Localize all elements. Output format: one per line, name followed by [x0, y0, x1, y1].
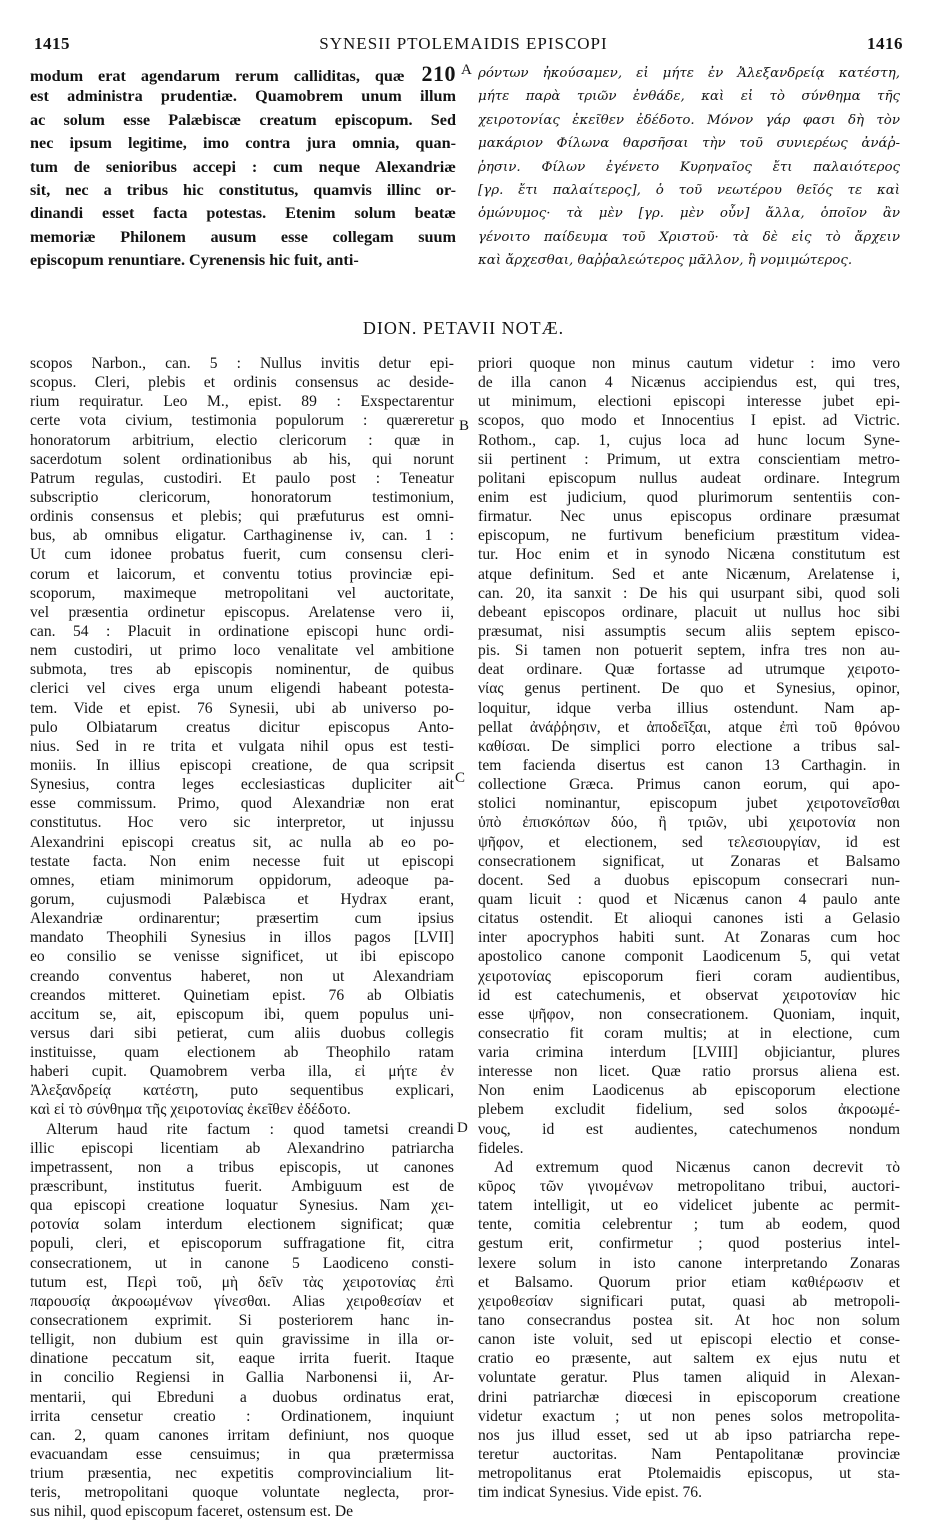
- note-line: nius. Sed in re trita et vulgata nihil opus est testi-: [30, 737, 454, 755]
- note-line: tim indicat Synesius. Vide epist. 76.: [478, 1484, 703, 1502]
- note-line: sus nihil, quod episcopum faceret, ostensum est. De: [30, 1503, 354, 1521]
- greek-text-line: ῥησιν. Φίλων ἐγένετο Κυρηναῖος ἔτι παλαιότερος: [478, 159, 900, 175]
- greek-text-line: γένοιτο παίδευμα τοῦ Χριστοῦ· τὰ δὲ εἰς τὸ ἄρχειν: [478, 229, 900, 245]
- note-line: qua episcopi creatione loquatur Synesius. Nam χει-: [30, 1197, 454, 1215]
- note-line: tutum est, Περὶ τοῦ, μὴ δεῖν τὰς χειροτονίας ἐπὶ: [30, 1273, 454, 1291]
- margin-letter-d: D: [457, 1120, 468, 1136]
- note-line: de illa canon 4 Nicænus accipiendus est, qui tres,: [478, 374, 900, 392]
- note-line: stolici nominantur, episcopum jubet χειροτονεῖσθαι: [478, 795, 900, 813]
- note-line: Rothom., cap. 1, cujus loca ad hunc locum Syne-: [478, 431, 900, 449]
- note-line: debeant episcopos ordinare, placuit ut nullus hoc sibi: [478, 603, 900, 621]
- column-number-right: 1416: [867, 34, 903, 53]
- note-line: corum et laicorum, et conventu totius provinciæ epi-: [30, 565, 454, 583]
- note-line: eo consilio se venisse significet, ut ibi episcopo: [30, 948, 454, 966]
- notes-column-left: [30, 354, 454, 1522]
- note-line: voluntate geratur. Plus tamen aliquid in Alexan-: [478, 1369, 900, 1387]
- note-line: drini patriarchæ diœcesi in episcoporum creatione: [478, 1388, 900, 1406]
- greek-text-line: μήτε παρὰ τριῶν ἐνθάδε, καὶ εἰ τὸ σύνθημα τῆς: [478, 89, 900, 105]
- note-line: sacerdotum solent ordinationibus ab his, qui norunt: [30, 450, 454, 468]
- column-number-left: 1415: [34, 34, 70, 53]
- margin-letter-a: A: [461, 62, 472, 78]
- note-line: et Balsamo. Quorum prior etiam καθιέρωσιν et: [478, 1273, 900, 1291]
- running-title: SYNESII PTOLEMAIDIS EPISCOPI: [319, 34, 608, 53]
- note-line: καθίσαι. De simplici porro electione a tribus sal-: [478, 737, 900, 755]
- note-line: ροτονία solam interdum electionem significat; quæ: [30, 1216, 454, 1234]
- greek-text-line: μακάριον Φίλωνα θαρσῆσαι τὴν τοῦ συνιερέως ἀνάῤ-: [478, 136, 900, 152]
- note-line: videtur exactum ; ut non penes solos metropolita-: [478, 1407, 900, 1425]
- note-line: apostolico canone componit Laodicenum 5, qui vetat: [478, 948, 900, 966]
- note-line: constitutus. Hoc vero sic interpretor, ut injussu: [30, 814, 454, 832]
- note-line: tente, comitia celebrentur ; tum ab eodem, quod: [478, 1216, 900, 1234]
- note-line: nos jus illud esset, sed ut ab ipso patriarcha repe-: [478, 1426, 900, 1444]
- note-line: χειροτονίας episcoporum fieri coram audientibus,: [478, 967, 900, 985]
- latin-text-line: modum erat agendarum rerum calliditas, quæ 210: [30, 62, 456, 86]
- note-line: bus, ab omnibus eligatur. Carthaginense iv, can. 1 :: [30, 527, 454, 545]
- note-line: inter apocryphos habiti sunt. At Zonaras cum hoc: [478, 929, 900, 947]
- note-line: mentarii, qui Ebreduni a duobus ordinatus erat,: [30, 1388, 454, 1406]
- note-line: can. 20, ita sanxit : De his qui usurpant sibi, quod soli: [478, 584, 900, 602]
- greek-text-line: [γρ. ἔτι παλαίτερος], ὁ τοῦ νεωτέρου θεῖός τε καὶ: [478, 182, 900, 198]
- note-line: esse ψῆφον, non consecrationem. Quoniam, inquit,: [478, 1005, 900, 1023]
- note-line: καὶ εἰ τὸ σύνθημα τῆς χειροτονίας ἐκεῖθεν ἐδέδοτο.: [30, 1101, 351, 1119]
- note-line: consecrationem significat, ut Zonaras et Balsamo: [478, 852, 900, 870]
- note-line: præscribunt, institutus fuerit. Ambiguum est de: [30, 1178, 454, 1196]
- note-line: accitum se, ait, episcopum ibi, quem populus uni-: [30, 1005, 454, 1023]
- note-line: consecrationem exprimit. Si posteriorem hanc in-: [30, 1312, 454, 1330]
- note-line: creando conventus haberet, non ut Alexandriam: [30, 967, 454, 985]
- note-line: Ad extremum quod Nicænus canon decrevit τὸ: [494, 1158, 900, 1176]
- note-line: quam licuit : quod et Nicænus canon 4 paulo ante: [478, 890, 900, 908]
- note-line: populi, cleri, et episcoporum suffragatione fit, citra: [30, 1235, 454, 1253]
- note-line: haberi cupit. Quamobrem verba illa, εἰ μήτε ἐν: [30, 1063, 454, 1081]
- note-line: certe vota civium, testimonia populorum : quæreretur: [30, 412, 454, 430]
- greek-text-line: ρόντων ἠκούσαμεν, εἰ μήτε ἐν Ἀλεξανδρείᾳ κατέστη,: [478, 66, 900, 81]
- note-line: esse commissum. Primo, quod Alexandriæ non erat: [30, 795, 454, 813]
- greek-text-line: ὁμώνυμος· τὰ μὲν [γρ. μὲν οὖν] ἄλλα, ὁποῖον ἂν: [478, 206, 900, 222]
- note-line: gorum, cujusmodi Palæbisca et Hydrax erant,: [30, 890, 454, 908]
- latin-text-line: sit, nec a tribus hic constitutus, quamvis illinc or-: [30, 180, 456, 199]
- page-marker: 210: [404, 62, 456, 86]
- note-line: teris, metropolitani quoque voluntate neglecta, pror-: [30, 1484, 454, 1502]
- note-line: sii pertinent : Primum, ut extra conscientiam metro-: [478, 450, 900, 468]
- greek-text-line: χειροτονίας ἐκεῖθεν ἐδέδοτο. Μόνον γάρ φασι δὴ τὸν: [478, 112, 900, 128]
- note-line: mandato Theophili Synesius in illos pagos [LVII]: [30, 929, 454, 947]
- greek-text-line: καὶ ἄρχεσθαι, θαῤῥαλεώτερος μᾶλλον, ἢ νομιμώτερος.: [478, 253, 853, 269]
- note-line: clerici vel cives erga unum eligendi habeant potesta-: [30, 680, 454, 698]
- note-line: Alexandriæ ordinarentur; præsertim cum ipsius: [30, 910, 454, 928]
- note-line: ordinis consensus et plebis; qui præfuturus est omni-: [30, 508, 454, 526]
- note-line: Alterum haud rite factum : quod tametsi creandi: [46, 1120, 454, 1138]
- note-line: submota, tres ab episcopis nominentur, de quibus: [30, 661, 454, 679]
- note-line: irrita censetur creatio : Ordinationem, inquiunt: [30, 1407, 454, 1425]
- note-line: loquitur, idque verba illius ostendunt. Nam ap-: [478, 699, 900, 717]
- note-line: tano consecrandus postea sit. At hoc non solum: [478, 1312, 900, 1330]
- note-line: κῦρος τῶν γινομένων metropolitano tribui, auctori-: [478, 1178, 900, 1196]
- note-line: Non enim Laodicenus ab episcoporum electione: [478, 1082, 900, 1100]
- note-line: ut minimum, electioni episcopi interesse jubet epi-: [478, 393, 900, 411]
- note-line: scopos Narbon., can. 5 : Nullus invitis detur epi-: [30, 355, 454, 372]
- note-line: ψῆφον, et electionem, sed τελεσιουργίαν, id est: [478, 833, 900, 851]
- note-line: fideles.: [478, 1139, 524, 1157]
- latin-text-line: ac solum esse Palæbiscæ creatum episcopum. Sed: [30, 110, 456, 129]
- margin-letter-c: C: [455, 770, 466, 786]
- note-line: id est catechumenis, et observat χειροτονίαν hic: [478, 986, 900, 1004]
- note-line: consecratio fit coram multis; at in electione, cum: [478, 1024, 900, 1042]
- note-line: gestum erit, confirmetur ; quod posterius intel-: [478, 1235, 900, 1253]
- note-line: vel præsentia ordinetur episcopus. Arelatense vero ii,: [30, 603, 454, 621]
- note-line: Alexandrini episcopi creatus sit, ac nulla ab eo po-: [30, 833, 454, 851]
- note-line: atque definitum. Sed et ante Nicænum, Arelatense i,: [478, 565, 900, 583]
- note-line: scopus. Cleri, plebis et ordinis consensus ac deside-: [30, 374, 454, 392]
- note-line: consecrationem, ut in canone 5 Laodiceno consti-: [30, 1254, 454, 1272]
- note-line: teretur auctoritas. Nam Pentapolitanæ provinciæ: [478, 1446, 900, 1464]
- note-line: illic episcopi licentiam ab Alexandrino patriarcha: [30, 1139, 454, 1157]
- note-line: tatem intelligit, ut eo videlicet jubente ac permit-: [478, 1197, 900, 1215]
- note-line: scoporum, maximeque metropolitani vel auctoritate,: [30, 584, 454, 602]
- note-line: tem facienda disertus est canon 13 Carthagin. in: [478, 756, 900, 774]
- note-line: plebem excludit fidelium, sed solos ἀκροωμέ-: [478, 1101, 900, 1119]
- note-line: moniis. In illius episcopi creatione, de qua scripsit: [30, 756, 454, 774]
- note-line: metropolitanus erat Ptolemaidis episcopus, ut sta-: [478, 1465, 900, 1483]
- note-line: can. 54 : Placuit in ordinatione episcopi hunc ordi-: [30, 622, 454, 640]
- note-line: testate facta. Non enim necesse fuit ut episcopi: [30, 852, 454, 870]
- latin-text-column: [30, 62, 456, 273]
- latin-text-line: memoriæ Philonem ausum esse collegam suum: [30, 227, 456, 246]
- note-line: νίας genus pertinent. De quo et Synesius, opinor,: [478, 680, 900, 698]
- note-line: omnes, etiam minimorum oppidorum, adeoque pa-: [30, 871, 454, 889]
- note-line: canon iste voluit, sed ut episcopi electio et conse-: [478, 1331, 900, 1349]
- note-line: præsumat, nisi assumptis secum aliis septem episco-: [478, 622, 900, 640]
- note-line: pellat ἀνάῤῥησιν, et ἀποδεῖξαι, atque ἐπὶ τοῦ θρόνου: [478, 718, 900, 736]
- greek-text-column: [478, 62, 900, 273]
- note-line: interesse non licet. Quæ ratio prorsus aliena est.: [478, 1063, 900, 1081]
- note-line: παρουσίᾳ ἀκροωμένων γίνεσθαι. Alias χειροθεσίαν et: [30, 1292, 454, 1310]
- note-line: νους, id est audientes, catechumenos nondum: [478, 1120, 900, 1138]
- note-line: cratio eo præsente, aut saltem ex ejus nutu et: [478, 1350, 900, 1368]
- note-line: versus dari sibi petierat, cum aliis duobus collegis: [30, 1024, 454, 1042]
- note-line: lexere solum in isto canone interpretando Zonaras: [478, 1254, 900, 1272]
- margin-letter-b: B: [459, 418, 470, 434]
- note-line: honoratorum arbitrium, electio clericorum : quæ in: [30, 431, 454, 449]
- note-line: creandos mitteret. Quinetiam epist. 76 ab Olbiatis: [30, 986, 454, 1004]
- note-line: dinatione peccatum sit, eaque irrita fuerit. Itaque: [30, 1350, 454, 1368]
- latin-text-line: episcopum renuntiare. Cyrenensis hic fuit, anti-: [30, 251, 359, 270]
- note-line: deat ordinare. Quæ fortasse ad utrumque χειροτο-: [478, 661, 900, 679]
- note-line: Synesius, contra leges ecclesiasticas dupliciter ait: [30, 776, 454, 794]
- note-line: firmatur. Nec unus episcopus ordinare præsumat: [478, 508, 900, 526]
- latin-text-line: est administra prudentiæ. Quamobrem unum illum: [30, 87, 456, 106]
- note-line: in concilio Regiensi in Gallia Narbonensi ii, Ar-: [30, 1369, 454, 1387]
- note-line: pis. Si tamen non potuerit septem, infra tres non au-: [478, 642, 900, 660]
- note-line: can. 2, quam canones irritam definiunt, nos quoque: [30, 1426, 454, 1444]
- note-line: varia crimina interdum [LVIII] objiciantur, plures: [478, 1044, 900, 1062]
- note-line: collectione Græca. Primus canon eorum, qui apo-: [478, 776, 900, 794]
- note-line: telligit, non dubium est quin gravissime in illa or-: [30, 1331, 454, 1349]
- note-line: impetrassent, non a tribus episcopis, ut canones: [30, 1158, 454, 1176]
- note-line: evacuandam esse censuimus; in qua prætermissa: [30, 1446, 454, 1464]
- note-line: subscriptio clericorum, honoratorum testimonium,: [30, 488, 454, 506]
- note-line: trium præsentia, nec expetitis comprovincialium lit-: [30, 1465, 454, 1483]
- note-line: enim est judicium, quod plurimorum sententiis con-: [478, 488, 900, 506]
- note-line: docent. Sed a duobus episcopum consecrari nun-: [478, 871, 900, 889]
- notes-heading: DION. PETAVII NOTÆ.: [362, 318, 565, 338]
- note-line: politani episcopum nullus audeat ordinare. Integrum: [478, 469, 900, 487]
- note-line: nem custodiri, ut primo loco venalitate vel ambitione: [30, 642, 454, 660]
- note-line: instituisse, quam electionem ab Theophilo ratam: [30, 1044, 454, 1062]
- note-line: Patrum regulas, custodiri. Et paulo post : Teneatur: [30, 469, 454, 487]
- notes-column-right: [478, 354, 900, 1502]
- latin-text-line: dinandi esset facta potestas. Etenim solum beatæ: [30, 204, 456, 223]
- note-line: rium requiratur. Leo M., epist. 89 : Exspectarentur: [30, 393, 454, 411]
- note-line: Ut cum idonee probatus fuerit, cum consensu cleri-: [30, 546, 454, 564]
- note-line: tur. Hoc enim et in synodo Nicæna constitutum est: [478, 546, 900, 564]
- note-line: ὑπὸ ἐπισκόπων δύο, ἢ τριῶν, ubi χειροτονία non: [478, 814, 900, 832]
- note-line: priori quoque non minus cautum videtur : imo vero: [478, 355, 900, 372]
- note-line: episcopum, ne furtivum beneficium præstitum videa-: [478, 527, 900, 545]
- note-line: scopos, quo modo et Innocentius I epist. ad Victric.: [478, 412, 900, 430]
- latin-text-line: nec ipsum legitime, imo contra jura omnia, quan-: [30, 134, 456, 153]
- note-line: citatus ostendit. Et alioqui canones isti a Gelasio: [478, 910, 900, 928]
- latin-text-line: tum de senioribus accepi : cum neque Alexandriæ: [30, 157, 456, 176]
- note-line: pulo Olbiatarum creatus dicitur episcopus Anto-: [30, 718, 454, 736]
- note-line: χειροθεσίαν significari putat, quasi ab metropoli-: [478, 1292, 900, 1310]
- note-line: Ἀλεξανδρείᾳ κατέστη, puto sequentibus explicari,: [30, 1082, 454, 1100]
- note-line: tem. Vide et epist. 76 Synesii, ubi ab universo po-: [30, 699, 454, 717]
